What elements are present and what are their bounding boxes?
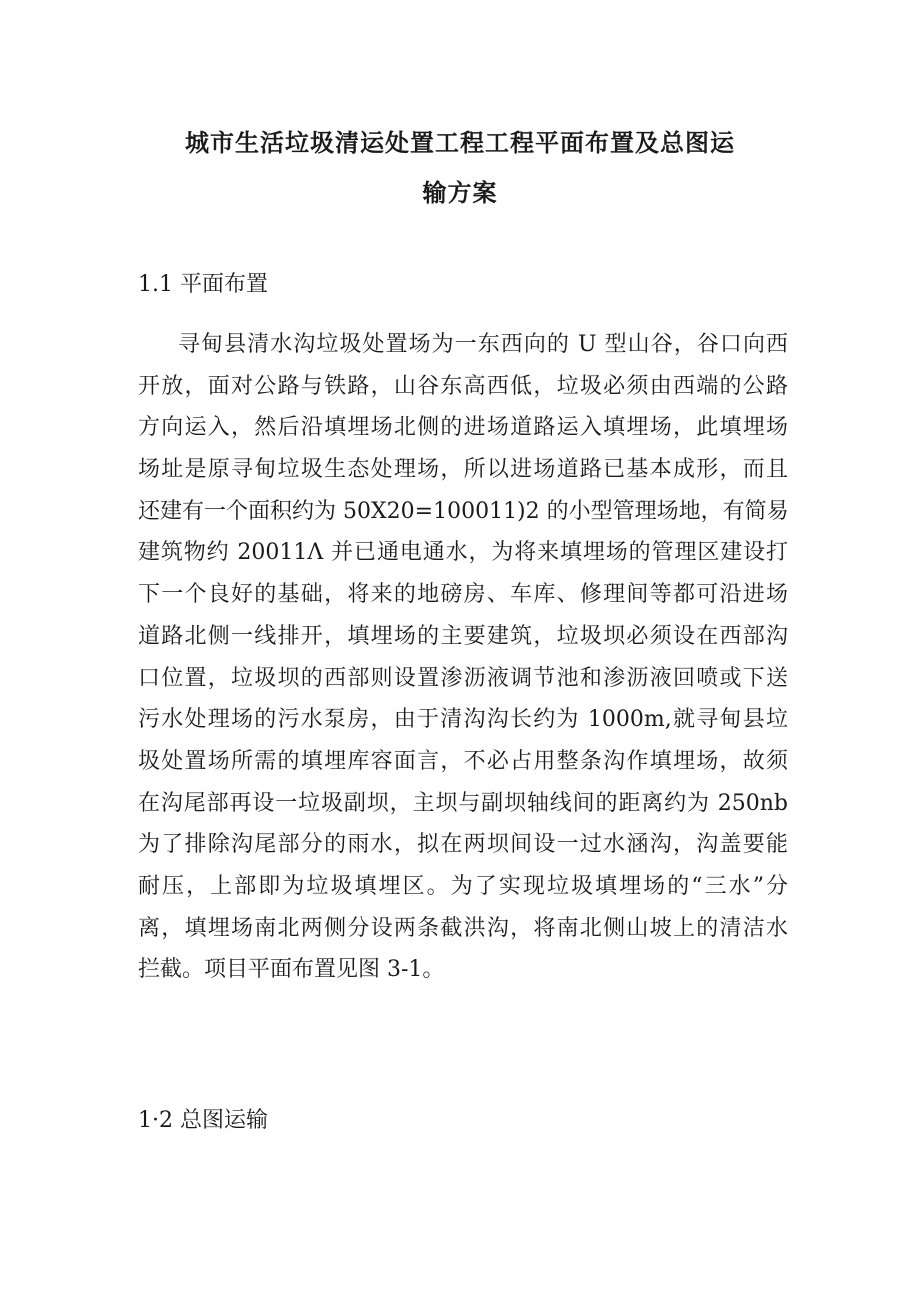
section-heading-general-transport: 1·2 总图运输: [138, 1108, 268, 1133]
section-heading-plan-layout: 1.1 平面布置: [138, 272, 268, 297]
paragraph-line: 离，填埋场南北两侧分设两条截洪沟，将南北侧山坡上的清洁水: [138, 915, 788, 941]
paragraph-line: 口位置，垃圾坝的西部则设置渗沥液调节池和渗沥液回喷或下送: [138, 665, 788, 691]
paragraph-line: 在沟尾部再设一垃圾副坝，主坝与副坝轴线间的距离约为 250nb: [138, 790, 788, 816]
document-title-line-2: 输方案: [422, 179, 498, 207]
paragraph-line: 污水处理场的污水泵房，由于清沟沟长约为 1000m,就寻甸县垃: [138, 707, 788, 733]
paragraph-line: 还建有一个面积约为 50X20=100011)2 的小型管理场地，有简易: [138, 498, 789, 524]
paragraph-line: 拦截。项目平面布置见图 3-1。: [138, 957, 445, 983]
paragraph-line: 寻甸县清水沟垃圾处置场为一东西向的 U 型山谷，谷口向西: [178, 332, 788, 357]
paragraph-line: 下一个良好的基础，将来的地磅房、车库、修理间等都可沿进场: [138, 582, 788, 608]
paragraph-line: 道路北侧一线排开，填埋场的主要建筑，垃圾坝必须设在西部沟: [138, 623, 788, 649]
paragraph-line: 方向运入，然后沿填埋场北侧的进场道路运入填埋场，此填埋场: [138, 415, 788, 441]
document-title-line-1: 城市生活垃圾清运处置工程工程平面布置及总图运: [185, 129, 735, 157]
section-paragraph-plan-layout: [138, 324, 788, 991]
paragraph-line: 为了排除沟尾部分的雨水，拟在两坝间设一过水涵沟，沟盖要能: [138, 832, 788, 858]
paragraph-line: 圾处置场所需的填埋库容面言，不必占用整条沟作填埋场，故须: [138, 748, 788, 774]
paragraph-line: 开放，面对公路与铁路，山谷东高西低，垃圾必须由西端的公路: [138, 373, 788, 399]
paragraph-line: 场址是原寻甸垃圾生态处理场，所以进场道路已基本成形，而且: [138, 457, 788, 483]
paragraph-line: 耐压，上部即为垃圾填埋区。为了实现垃圾填埋场的“三水”分: [138, 873, 788, 899]
paragraph-line: 建筑物约 20011Λ 并已通电通水，为将来填埋场的管理区建设打: [138, 540, 788, 566]
